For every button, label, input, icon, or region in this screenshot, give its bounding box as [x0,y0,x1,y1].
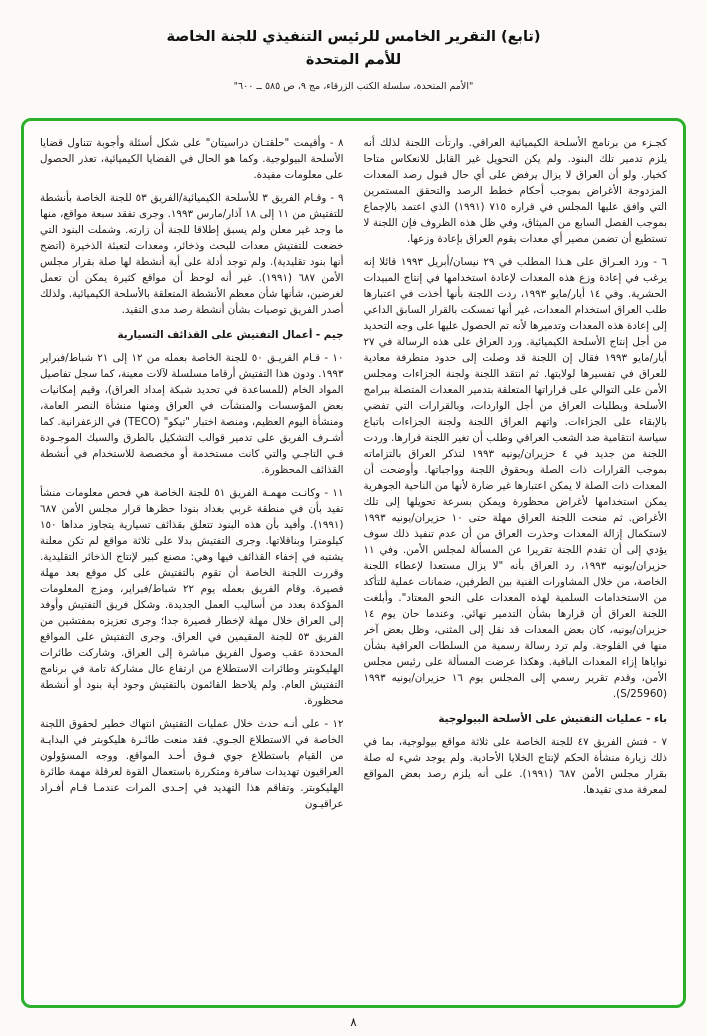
paragraph-8: ٨ - وأقيمت "حلقتـان دراسيتان" على شكل أسئلة وأجوبة تتناول قضايا الأسلحة البيولوجية. وكما هو الحال في القضايا الكيميائية، تعذر الحصول على معلومات مفيدة. [40,137,344,181]
content-border-box [21,118,686,1008]
column-right [364,135,668,993]
column-left [40,135,344,993]
paragraph-10: ١٠ - قـام الفريـق ٥٠ للجنة الخاصة بعمله من ١٢ إلى ٢١ شباط/فبراير ١٩٩٣. ودون هذا التفتيش أرقاما مسلسلة لآلات معينة، كما سجل تفاصيل المواد الخام (للمساعدة في تحديد شبكة إمداد العراق)، وقيم إمكانيات بعض المؤسسات والمنشآت في العراق ومنها منشأة النصر العامة، ومنشأة اليوم العظيم، ومنصة اختبار "تيكو" (TECO) في الزعفرانية. كما أشـرف الفريق على تدمير قوالب التشكيل بالطرق والسبك الموجـودة فـي التاجـي والتي كانت مستخدمة أو مخصصة للاستخدام في أنشطة القذائف المحظورة. [40,352,344,476]
paragraph-9: ٩ - وقـام الفريق ٣ للأسلحة الكيميائية/الفريق ٥٣ للجنة الخاصة بأنشطة للتفتيش من ١١ إلى ١٨ آذار/مارس ١٩٩٣. وجرى تفقد سبعة مواقع، منها ما وجد غير معلن ولم يسبق إطلاقا للجنة أن زارته. وشملت البنود التي خضعت للتفتيش معدات للبحث وذخائر، ومعدات لتعبئة الذخيرة (اتضح أنها بنود تقليدية). ولم توجد أدلة على أية أنشطة لها صلة بقرار مجلس الأمن ٦٨٧ (١٩٩١). غير أنه لوحظ أن مواقع كثيرة يمكن أن تعمل لغرضين، شأنها شأن معظم الأنشطة المتعلقة بالأسلحة الكيميائية. ولذلك أصدر الفريق توصيات بشأن أنشطة رصد مدى التقيد. [40,192,344,316]
document-source: "الأمم المتحدة، سلسلة الكتب الزرقاء، مج ٩، ص ٥٨٥ ــ ٦٠٠" [233,81,474,93]
two-column-layout [40,135,667,993]
document-title-line-1: (تابع) التقرير الخامس للرئيس التنفيذي للجنة الخاصة [166,29,541,45]
document-header [0,0,707,92]
section-heading-jeem: جيم - أعمال التفتيش على القذائف التسيارية [117,329,344,341]
paragraph-6: ٦ - ورد العـراق على هـذا المطلب في ٢٩ نيسان/أبريل ١٩٩٣ قائلا إنه يرغب في إعادة وزع هذه المعدات لإعادة استخدامها في إنتاج المبيدات الحشرية. وفي ١٤ أيار/مايو ١٩٩٣، ردت اللجنة بأنها أخذت في اعتبارها طلب العراق استخدام المعدات، غير أنها تمسكت بالقرار السابق الداعي إلى إعادة هذه المعدات وتدميرها لأنه تم الحصول عليها على وجه التحديد من أجل إنتاج الأسلحة الكيميائية. ورد العراق على هذه الرسالة في ٢٧ أيار/مايو ١٩٩٣ فقال إن اللجنة قد وصلت إلى حدود متطرفة معادية للعراق في تفسيرها لولايتها. ثم انتقد اللجنة ولجنة الجزاءات ومجلس الأمن على التوالي على قراراتها المتعلقة بتدمير المعدات المتصلة ببرامج الأسلحة وبطلبات العراق من أجل الواردات، وبالقرارات التي تفضي بالإبقاء على الجزاءات. واتهم العراق اللجنة ولجنة الجزاءات باتباع سياسة انتقامية ضد الشعب العراقي وطلب أن تغير اللجنة قرارها. وردت اللجنة من جديد في ٤ حزيران/يونيه ١٩٩٣ لتذكر العراق بالتزاماته بموجب القرارات ذات الصلة وبحقوق اللجنة وواجباتها. وأوضحت أن المعدات ذات الصلة لا يمكن اعتبارها غير ضارة لأنها من الناحية الجوهرية يمكن استخدامها لأغراض محظورة ويمكن بسرعة تحويلها إلى تلك الأغراض. ثم منحت اللجنة العراق مهلة حتى ١٠ حزيران/يونيه ١٩٩٣ لاستكمال إزالة المعدات وحذرت العراق من أن عدم تنفيذ ذلك سوف يؤدي إلى أن تقدم اللجنة تقريرا عن المسألة لمجلس الأمن. وفي ١١ حزيران/يونيه ١٩٩٣، رد العراق بأنه "لا يزال مستعدا لإعطاء اللجنة الخاصة، من خلال المشاورات الفنية بين الطرفين، ضمانات عملية للتأكد من الاستخدامات السلمية لهذه المعدات على النحو المعتاد". وأبلغت اللجنة العراق أن قرارها بشأن التدمير نهائي. وعندما حان يوم ١٤ حزيران/يونيه، كان بعض المعدات قد نقل إلى المثنى، وظل بعض آخر منها في الفلوجة. ولم ترد رسالة رسمية من السلطات العراقية بشأن نواياها إزاء المعدات الباقية. وهكذا عرضت المسألة على رئيس مجلس الأمن، وقدم تقرير رسمي إلى المجلس يوم ١٦ حزيران/يونيه ١٩٩٣ (S/25960). [363,256,667,700]
paragraph-11: ١١ - وكانـت مهمـة الفريق ٥١ للجنة الخاصة هي فحص معلومات منشأ تفيد بأن في منطقة غربي بغداد بنودا حظرها قرار مجلس الأمن ٦٨٧ (١٩٩١). وأفيد بأن هذه البنود تتعلق بقذائف تسيارية يتجاوز مداها ١٥٠ كيلومترا وبناقلاتها. وجرى التفتيش بدلا على ثلاثة مواقع لم تكن معلنة يشتبه في إخفاء القذائف فيها وهي: مصنع كبير لإنتاج الذخائر التقليدية. وقررت اللجنة الخاصة أن تقوم بالتفتيش على كل موقع بعد مهلة قصيرة. وقام الفريق بعمله يوم ٢٢ شباط/فبراير، ومزج المعلومات المؤكدة بعدد من أساليب العمل الجديدة. وشكل فريق التفتيش وأوفد إلى العراق خلال مهلة لإخطار قصيرة جدا؛ وجرى تعزيزه بمفتشين من الفريق ٥٣ للجنة المقيمين في العراق. وجرى التفتيش على المواقع المحددة عقب وصول الفريق مباشرة إلى العراق. وشاركت طائرات الهليكوبتر وطائرات الاستطلاع من ارتفاع عال مشاركة تامة في برنامج التفتيش العام. ولم يلاحظ القائمون بالتفتيش وجود أية بنود أو أنشطة محظورة. [40,487,344,707]
paragraph-12: ١٢ - على أنـه حدث خلال عمليات التفتيش انتهاك خطير لحقوق اللجنة الخاصة في الاستطلاع الجـوي. فقد منعت طائـرة هليكوبتر في البدايـة من القيام باستطلاع جوي فـوق أحـد المواقع. ووجه المسؤولون العراقيون تهديدات سافرة ومتكررة باستعمال القوة لعرقلة مهمة طائرة الهليكوبتر. وتفاقم هذا التهديد في إحـدى المرات عندمـا قـام أفـراد عراقيـون [40,718,344,810]
paragraph-continuation: كجـزء من برنامج الأسلحة الكيميائية العراقي. وارتأت اللجنة لذلك أنه يلزم تدمير تلك البنود. ولم يكن التحويل غير القابل للانعكاس متاحا كخيار. ولو أن العراق لا يزال يرفض على أي حال قبول رصد المعدات المزدوجة الأغراض بموجب أحكام خطط الرصد والتحقق المستمرين التي وافق عليها المجلس في قراره ٧١٥ (١٩٩١) الذي اعتمد بالإجماع بموجب الفصل السابع من الميثاق، وفي ظل هذه الظروف فإن اللجنة لا تستطيع أن تضمن مصير أي معدات يقوم العراق بإعادة وزعها. [363,137,667,245]
document-title-line-2: للأمم المتحدة [305,52,402,69]
page-number: ٨ [350,1015,357,1029]
section-heading-baa: باء - عمليات التفتيش على الأسلحة البيولوجية [438,713,667,725]
paragraph-7: ٧ - فتش الفريق ٤٧ للجنة الخاصة على ثلاثة مواقع بيولوجية، بما في ذلك زيارة منشأة الحكم لإنتاج الخلايا الأحادية. ولم يوجد شيء له صلة بقرار مجلس الأمن ٦٨٧ (١٩٩١). على أنه يلزم رصد بعض المواقع لمعرفة مدى تقيدها. [363,736,667,796]
